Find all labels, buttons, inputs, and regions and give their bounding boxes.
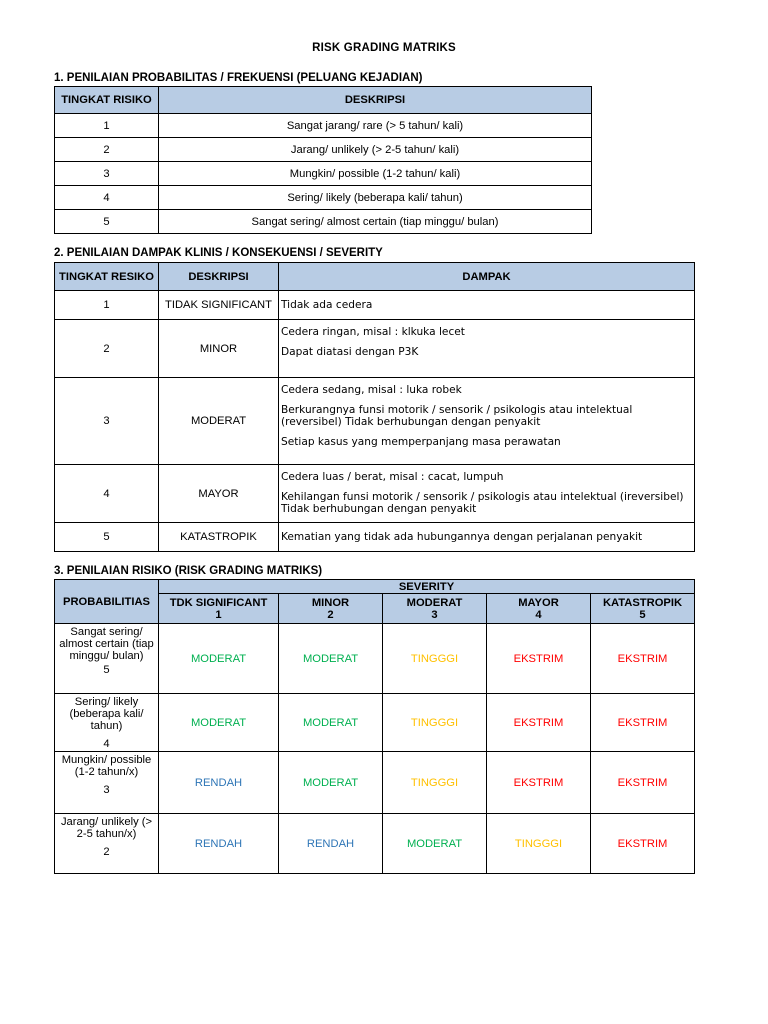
matrix-row <box>55 624 695 694</box>
risk-grade-cell: EKSTRIM <box>591 814 695 874</box>
risk-grade-cell: MODERAT <box>159 624 279 694</box>
severity-description: MAYOR <box>159 465 279 523</box>
impact-text: Cedera sedang, misal : luka robek <box>281 384 462 396</box>
severity-column-header <box>279 594 383 624</box>
severity-description: TIDAK SIGNIFICANT <box>159 291 279 320</box>
impact-text: Tidak ada cedera <box>281 299 373 311</box>
table-row <box>55 114 592 138</box>
risk-level: 1 <box>55 114 159 138</box>
severity-column-name: KATASTROPIK <box>602 596 683 609</box>
impact-cell <box>279 291 695 320</box>
severity-description: MINOR <box>159 320 279 378</box>
header-tingkat-resiko: TINGKAT RESIKO <box>55 263 159 291</box>
section3-title: 3. PENILAIAN RISIKO (RISK GRADING MATRIKS) <box>54 565 323 577</box>
severity-column-number: 4 <box>535 608 542 621</box>
risk-level: 5 <box>55 210 159 234</box>
risk-grade-cell: EKSTRIM <box>591 752 695 814</box>
risk-level: 4 <box>55 186 159 210</box>
risk-description: Jarang/ unlikely (> 2-5 tahun/ kali) <box>159 138 592 162</box>
table-row <box>55 138 592 162</box>
risk-level: 2 <box>55 138 159 162</box>
header-dampak: DAMPAK <box>279 263 695 291</box>
severity-column-header <box>591 594 695 624</box>
table-row <box>55 291 695 320</box>
impact-cell <box>279 320 695 378</box>
risk-grade-cell: MODERAT <box>279 624 383 694</box>
severity-description: MODERAT <box>159 378 279 465</box>
impact-cell <box>279 465 695 523</box>
header-probabilitias: PROBABILITIAS <box>55 580 159 624</box>
probability-number: 5 <box>103 664 110 676</box>
document-title: RISK GRADING MATRIKS <box>312 42 456 54</box>
risk-grade-cell: RENDAH <box>279 814 383 874</box>
table-row <box>55 378 695 465</box>
table-row <box>55 162 592 186</box>
table-row <box>55 186 592 210</box>
risk-grade-cell: TINGGGI <box>383 752 487 814</box>
risk-grade-cell: TINGGGI <box>383 694 487 752</box>
probability-label-cell <box>55 624 159 694</box>
severity-level: 2 <box>55 320 159 378</box>
impact-text: Cedera ringan, misal : klkuka lecet <box>281 326 465 338</box>
header-deskripsi: DESKRIPSI <box>159 263 279 291</box>
probability-label: Sering/ likely (beberapa kali/ tahun) <box>69 696 144 732</box>
table-row <box>55 320 695 378</box>
severity-column-name: MAYOR <box>518 596 559 609</box>
risk-description: Sering/ likely (beberapa kali/ tahun) <box>159 186 592 210</box>
probability-number: 2 <box>103 846 110 858</box>
severity-column-number: 2 <box>327 608 334 621</box>
matrix-row <box>55 694 695 752</box>
risk-grade-cell: MODERAT <box>383 814 487 874</box>
impact-cell <box>279 378 695 465</box>
header-tingkat-risiko: TINGKAT RISIKO <box>55 87 159 114</box>
matrix-row <box>55 814 695 874</box>
risk-grade-cell: MODERAT <box>159 694 279 752</box>
header-deskripsi: DESKRIPSI <box>159 87 592 114</box>
impact-cell <box>279 523 695 552</box>
risk-description: Sangat sering/ almost certain (tiap minggu/ bulan) <box>159 210 592 234</box>
impact-text: Kehilangan funsi motorik / sensorik / psikologis atau intelektual (ireversibel) Tidak berhubungan dengan penyakit <box>281 491 684 515</box>
impact-text: Dapat diatasi dengan P3K <box>281 346 419 358</box>
table-row <box>55 523 695 552</box>
severity-level: 1 <box>55 291 159 320</box>
severity-column-header <box>159 594 279 624</box>
risk-grade-cell: MODERAT <box>279 694 383 752</box>
risk-grade-cell: EKSTRIM <box>487 752 591 814</box>
risk-grade-cell: TINGGGI <box>487 814 591 874</box>
probability-label-cell <box>55 694 159 752</box>
section2-title: 2. PENILAIAN DAMPAK KLINIS / KONSEKUENSI / SEVERITY <box>54 247 383 259</box>
severity-column-name: MINOR <box>311 596 350 609</box>
severity-column-number: 5 <box>639 608 646 621</box>
risk-grade-cell: TINGGGI <box>383 624 487 694</box>
severity-level: 5 <box>55 523 159 552</box>
severity-column-header <box>487 594 591 624</box>
severity-column-number: 3 <box>431 608 438 621</box>
risk-grade-cell: EKSTRIM <box>487 624 591 694</box>
probability-label: Sangat sering/ almost certain (tiap minggu/ bulan) <box>59 626 154 662</box>
severity-column-header <box>383 594 487 624</box>
severity-column-number: 1 <box>215 608 222 621</box>
severity-table <box>54 262 695 552</box>
impact-text: Kematian yang tidak ada hubungannya dengan perjalanan penyakit <box>281 531 643 543</box>
risk-grade-cell: EKSTRIM <box>591 624 695 694</box>
impact-text: Setiap kasus yang memperpanjang masa perawatan <box>281 436 561 448</box>
matrix-row <box>55 752 695 814</box>
risk-description: Mungkin/ possible (1-2 tahun/ kali) <box>159 162 592 186</box>
probability-table <box>54 86 592 234</box>
severity-level: 3 <box>55 378 159 465</box>
probability-label-cell <box>55 814 159 874</box>
probability-number: 4 <box>103 738 110 750</box>
probability-label: Mungkin/ possible (1-2 tahun/x) <box>61 754 152 778</box>
section1-title: 1. PENILAIAN PROBABILITAS / FREKUENSI (PELUANG KEJADIAN) <box>54 72 423 84</box>
table-row <box>55 210 592 234</box>
severity-description: KATASTROPIK <box>159 523 279 552</box>
severity-column-name: MODERAT <box>406 596 463 609</box>
impact-text: Berkurangnya funsi motorik / sensorik / psikologis atau intelektual (reversibel) Tidak berhubungan dengan penyakit <box>281 404 633 428</box>
risk-grade-cell: RENDAH <box>159 814 279 874</box>
risk-grade-cell: RENDAH <box>159 752 279 814</box>
probability-number: 3 <box>103 784 110 796</box>
risk-description: Sangat jarang/ rare (> 5 tahun/ kali) <box>159 114 592 138</box>
risk-grading-matrix <box>54 579 695 874</box>
risk-grade-cell: EKSTRIM <box>591 694 695 752</box>
header-severity: SEVERITY <box>159 580 695 594</box>
severity-level: 4 <box>55 465 159 523</box>
probability-label: Jarang/ unlikely (> 2-5 tahun/x) <box>60 816 153 840</box>
table-row <box>55 465 695 523</box>
risk-level: 3 <box>55 162 159 186</box>
risk-grade-cell: EKSTRIM <box>487 694 591 752</box>
severity-column-name: TDK SIGNIFICANT <box>169 596 268 609</box>
risk-grade-cell: MODERAT <box>279 752 383 814</box>
probability-label-cell <box>55 752 159 814</box>
impact-text: Cedera luas / berat, misal : cacat, lumpuh <box>281 471 504 483</box>
